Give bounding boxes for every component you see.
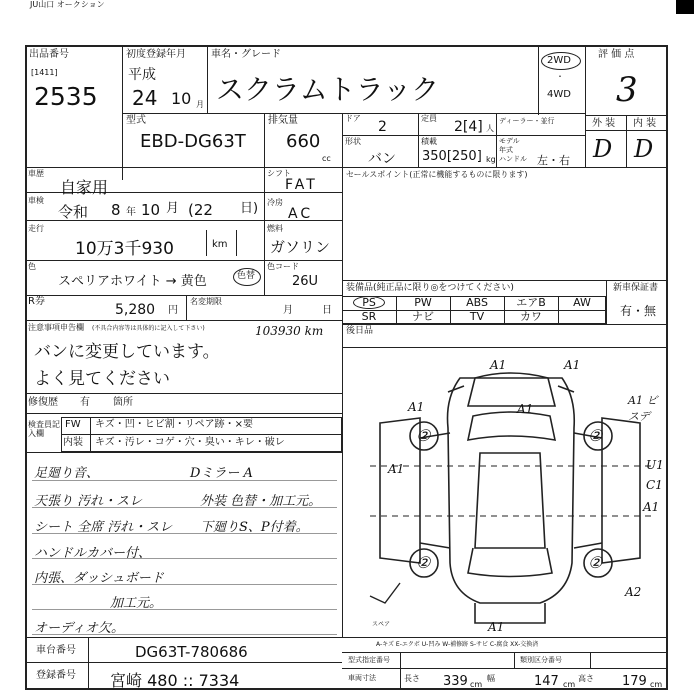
int-label: 内 装 [633, 118, 657, 129]
equipment-label: 装備品(純正品に限り◎をつけてください) [346, 283, 514, 293]
first-reg-era: 平成 [128, 67, 156, 83]
check-int-label: 内装 [63, 437, 83, 448]
mark-a1-bottom: A1 [488, 620, 505, 634]
score-value: 3 [616, 70, 638, 110]
width-unit: cm [563, 680, 576, 689]
color-label: 色 [28, 262, 36, 271]
first-reg-month: 10 [171, 89, 192, 108]
length-value: 339 [443, 674, 468, 689]
mark-a1-top-left: A1 [490, 358, 507, 372]
notes-line2: よく見てください [34, 369, 170, 389]
score-label: 評 価 点 [598, 49, 635, 60]
hand-r3: 下廻りS、P付着。 [200, 520, 309, 535]
load-label: 積載 [421, 137, 437, 146]
inspection-year-unit: 年 [126, 207, 136, 218]
hand-r2: 外装 色替・加工元。 [200, 494, 322, 509]
warranty-label: 新車保証書 [613, 283, 659, 293]
drive-4wd: 4WD [547, 89, 571, 100]
mark-2-fl: ② [416, 426, 431, 445]
color-code: 26U [292, 274, 319, 289]
plate-label: 登録番号 [36, 670, 76, 681]
plate-value: 宮崎 480 :: 7334 [110, 671, 240, 690]
car-history-value: 自家用 [60, 178, 109, 197]
capacity-label: 定員 [421, 114, 437, 123]
length-unit: cm [470, 680, 483, 689]
notes-mileage: 103930 km [255, 324, 324, 338]
equip-airbag: エアB [516, 296, 546, 309]
car-diagram [340, 348, 670, 638]
width-label: 幅 [487, 674, 495, 683]
first-reg-month-unit: 月 [196, 100, 204, 109]
lot-number: 2535 [34, 82, 98, 111]
spare-label: スペア [372, 621, 391, 628]
aircon-label: 冷房 [267, 198, 283, 207]
mileage-value: 10万3千930 [75, 239, 174, 259]
first-reg-label: 初度登録年月 [126, 49, 186, 60]
chassis-value: DG63T-780686 [135, 643, 248, 661]
drive-2wd: 2WD [547, 55, 571, 66]
inspection-year: 8 [111, 201, 121, 219]
mileage-label: 走行 [28, 224, 44, 233]
color-stamp: 色替 [237, 271, 256, 281]
aircon-value: AC [288, 206, 314, 222]
mark-a1-left-mid: A1 [388, 462, 405, 476]
capacity-unit: 人 [486, 124, 494, 133]
equip-pw: PW [414, 296, 432, 309]
mark-2-fr: ② [588, 426, 603, 445]
equip-tv: TV [469, 310, 485, 323]
load-value: 350[250] [422, 149, 482, 164]
repair-label: 修復歴 [28, 397, 58, 408]
model-year-label: モデル年式 [499, 137, 520, 154]
height-label: 高さ [578, 674, 594, 683]
recycle-unit: 円 [168, 305, 178, 316]
mark-c1-right: C1 [646, 478, 663, 492]
mileage-unit: km [212, 239, 228, 250]
mark-a1-top-right: A1 [564, 358, 581, 372]
doors-value: 2 [378, 119, 387, 135]
shape-label: 形状 [345, 137, 361, 146]
shift-label: シフト [267, 169, 291, 178]
color-code-label: 色コード [267, 262, 299, 271]
check-row1: キズ・凹・ヒビ割・リペア跡・×要 [95, 419, 253, 430]
diagram-legend: A-キズ E-エクボ U-凹み W-補修跡 S-サビ C-腐食 XX-交換済 [376, 641, 539, 648]
mark-a1-left-upper: A1 [408, 400, 425, 414]
header-text: JU山口 オークション [30, 0, 105, 9]
dealer-label: ディーラー・並行 [499, 117, 555, 125]
corner-mark [676, 0, 694, 14]
length-label: 長さ [404, 674, 420, 683]
mark-a1-right-low: A1 [643, 500, 660, 514]
recycle-label: R券 [28, 296, 45, 307]
after-market-label: 後日品 [346, 326, 374, 336]
color-value: スペリアホワイト → 黄色 [58, 274, 207, 289]
mark-2-rr: ② [588, 553, 603, 572]
notes-sub: (不具合内容等は具体的に記入して下さい) [92, 325, 205, 332]
sales-point-label: セールスポイント(正常に機能するものに限ります) [346, 170, 528, 179]
displacement-value: 660 [286, 131, 321, 152]
ext-label: 外 装 [592, 118, 616, 129]
notes-label: 注意事項申告欄 [28, 323, 84, 332]
type-label: 型式 [126, 115, 146, 126]
mark-a2-right: A2 [625, 585, 642, 599]
hand-l1: 足廻り音、 [34, 466, 100, 481]
hand-l5: 内張、ダッシュボード [34, 571, 164, 586]
inspection-day-unit: 日) [240, 201, 259, 216]
mark-u1-right: U1 [646, 458, 664, 472]
warranty-value: 有・無 [620, 304, 657, 318]
hand-r1: Dミラー A [190, 466, 253, 481]
handle-value: 左・右 [537, 154, 570, 167]
model-label: 車名・グレード [211, 49, 281, 60]
check-row2: キズ・汚レ・コゲ・穴・臭い・キレ・破レ [95, 437, 285, 448]
handle-label: ハンドル [499, 155, 527, 163]
hand-l7: オーディオ欠。 [34, 621, 124, 636]
equip-aw: AW [573, 296, 591, 309]
inspection-month-unit: 月 [166, 201, 180, 216]
equip-ps: PS [362, 296, 376, 309]
spec-label: 車両寸法 [348, 674, 376, 682]
model-name: スクラムトラック [216, 73, 440, 106]
check-fw-label: FW [65, 419, 81, 430]
hand-l6: 加工元。 [110, 596, 163, 611]
equip-leather: カワ [520, 310, 542, 323]
ext-value: D [593, 135, 613, 163]
hand-l4: ハンドルカバー付、 [34, 546, 152, 561]
first-reg-year: 24 [132, 86, 158, 110]
inspection-day: (22 [188, 201, 213, 219]
equip-navi: ナビ [412, 310, 434, 323]
lot-code: [1411] [31, 68, 58, 77]
doors-label: ドア [345, 114, 361, 123]
equip-sr: SR [361, 310, 377, 323]
load-unit: kg [486, 155, 496, 164]
recycle-value: 5,280 [115, 302, 156, 318]
width-value: 147 [534, 674, 559, 689]
class-label: 類別区分番号 [520, 656, 562, 664]
displacement-label: 排気量 [268, 115, 298, 126]
check-label: 検査員記入欄 [28, 420, 60, 438]
shift-value: FAT [285, 177, 318, 193]
shape-value: バン [368, 151, 396, 167]
car-history-label: 車歴 [28, 169, 44, 178]
repair-value: 有 [80, 397, 90, 408]
capacity-value: 2[4] [454, 119, 483, 135]
certified-label: 型式指定番号 [348, 656, 390, 664]
meter-month: 月 [283, 305, 293, 316]
chassis-label: 車台番号 [36, 645, 76, 656]
notes-line1: バンに変更しています。 [34, 342, 220, 362]
drive-dot: ・ [556, 72, 564, 81]
int-value: D [634, 135, 654, 163]
fuel-label: 燃料 [267, 224, 283, 233]
equip-abs: ABS [466, 296, 488, 309]
inspection-month: 10 [141, 201, 161, 219]
mark-a1-roof: A1 [517, 402, 534, 416]
inspection-label: 車検 [28, 196, 44, 205]
type-value: EBD-DG63T [140, 131, 246, 152]
repair-unit: 箇所 [113, 397, 133, 408]
hand-l3: シート 全席 汚れ・スレ [34, 520, 173, 535]
height-value: 179 [622, 674, 647, 689]
inspection-era: 令和 [58, 203, 89, 221]
meter-label: 名変期限 [190, 297, 222, 306]
height-unit: cm [650, 680, 663, 689]
displacement-unit: cc [322, 154, 331, 163]
fuel-value: ガソリン [270, 238, 331, 256]
lot-label: 出品番号 [29, 49, 69, 60]
mark-a1-right-upper: A1 ビスデ [628, 394, 658, 423]
meter-day: 日 [322, 305, 332, 316]
mark-2-rl: ② [416, 553, 431, 572]
hand-l2: 天張り 汚れ・スレ [34, 494, 143, 509]
